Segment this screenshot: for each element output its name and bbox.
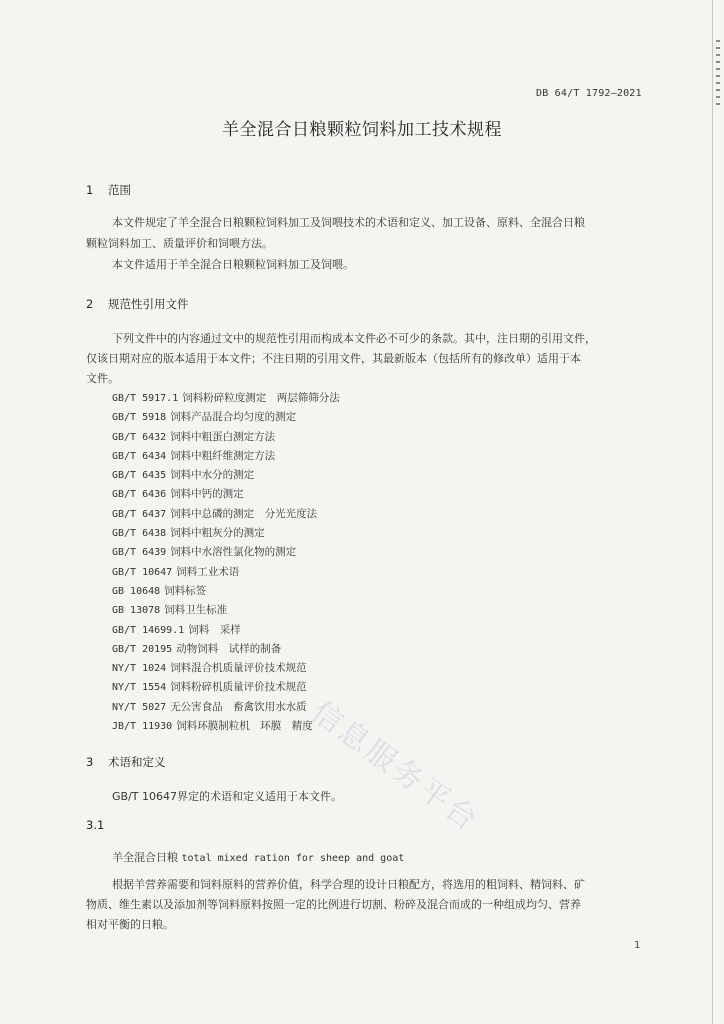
reference-code: GB/T 10647 <box>112 566 173 578</box>
reference-item <box>112 505 340 524</box>
reference-code: GB/T 6434 <box>112 450 167 462</box>
section-2-intro-line-1: 下列文件中的内容通过文中的规范性引用而构成本文件必不可少的条款。其中，注日期的引用文件， <box>112 332 596 345</box>
reference-code: GB/T 20195 <box>112 643 173 655</box>
subsection-3-1-number: 3.1 <box>86 818 105 832</box>
section-number: 2 <box>86 297 94 311</box>
section-2-intro-line-2: 仅该日期对应的版本适用于本文件；不注日期的引用文件，其最新版本（包括所有的修改单）适用于本 <box>86 352 581 365</box>
reference-item <box>112 582 340 601</box>
term-chinese: 羊全混合日粮 <box>112 851 178 864</box>
section-title: 规范性引用文件 <box>108 297 189 311</box>
reference-title: 饲料环膜制粒机 环膜 精度 <box>176 720 313 733</box>
reference-title: 饲料中钙的测定 <box>170 488 244 501</box>
reference-title: 动物饲料 试样的制备 <box>176 642 282 655</box>
reference-item <box>112 678 340 697</box>
reference-item <box>112 428 340 447</box>
scan-edge-line <box>712 0 713 1024</box>
document-title: 羊全混合日粮颗粒饲料加工技术规程 <box>222 120 502 140</box>
term-english: total mixed ration for sheep and goat <box>181 853 405 864</box>
reference-title: 饲料中水溶性氯化物的测定 <box>170 546 297 559</box>
reference-code: NY/T 1554 <box>112 682 167 694</box>
term-definition-line-2: 物质、维生素以及添加剂等饲料原料按照一定的比例进行切割、粉碎及混合而成的一种组成均匀、营养 <box>86 898 581 911</box>
term-definition-line-3: 相对平衡的日粮。 <box>86 918 174 931</box>
watermark: 信息服务平台 <box>304 694 486 840</box>
reference-code: NY/T 1024 <box>112 663 167 675</box>
reference-item <box>112 543 340 562</box>
term-definition-line-1: 根据羊营养需要和饲料原料的营养价值，科学合理的设计日粮配方，将选用的粗饲料、精饲料、矿 <box>112 878 585 891</box>
term-entry <box>112 847 404 869</box>
reference-item <box>112 563 340 582</box>
reference-code: JB/T 11930 <box>112 721 173 733</box>
reference-item <box>112 640 340 659</box>
reference-code: GB/T 6432 <box>112 431 167 443</box>
reference-title: 饲料混合机质量评价技术规范 <box>170 662 307 675</box>
section-2-heading <box>86 296 189 312</box>
reference-code: GB/T 6435 <box>112 470 167 482</box>
section-2-intro-line-3: 文件。 <box>86 372 119 385</box>
reference-title: 饲料中粗蛋白测定方法 <box>170 430 276 443</box>
reference-item <box>112 659 340 678</box>
reference-item <box>112 408 340 427</box>
reference-title: 饲料中粗灰分的测定 <box>170 527 265 540</box>
reference-item <box>112 389 340 408</box>
reference-code: GB/T 5918 <box>112 412 167 424</box>
reference-code: GB/T 14699.1 <box>112 624 185 636</box>
reference-title: 饲料中粗纤维测定方法 <box>170 449 276 462</box>
reference-title: 饲料工业术语 <box>176 565 240 578</box>
reference-item <box>112 466 340 485</box>
reference-code: GB 13078 <box>112 605 161 617</box>
section-1-para-1-line-2: 颗粒饲料加工、质量评价和饲喂方法。 <box>86 237 273 250</box>
reference-code: GB/T 6437 <box>112 508 167 520</box>
reference-code: GB/T 6436 <box>112 489 167 501</box>
reference-title: 饲料 采样 <box>188 623 241 636</box>
section-1-heading <box>86 182 131 198</box>
reference-title: 饲料中水分的测定 <box>170 469 255 482</box>
reference-title: 饲料卫生标准 <box>164 604 228 617</box>
reference-item <box>112 524 340 543</box>
section-1-para-2: 本文件适用于羊全混合日粮颗粒饲料加工及饲喂。 <box>112 258 354 271</box>
reference-code: GB/T 5917.1 <box>112 393 179 404</box>
reference-title: 饲料粉碎粒度测定 两层筛筛分法 <box>182 392 340 404</box>
reference-code: NY/T 5027 <box>112 701 167 713</box>
reference-title: 饲料产品混合均匀度的测定 <box>170 411 297 424</box>
reference-item <box>112 447 340 466</box>
reference-title: 饲料粉碎机质量评价技术规范 <box>170 681 307 694</box>
document-code: DB 64/T 1792—2021 <box>536 88 642 99</box>
reference-title: 饲料标签 <box>164 584 207 597</box>
reference-code: GB/T 6439 <box>112 547 167 559</box>
page-number: 1 <box>634 940 641 951</box>
section-number: 3 <box>86 755 94 769</box>
section-title: 术语和定义 <box>108 755 166 769</box>
scan-edge-marks <box>716 40 720 110</box>
normative-references-list <box>112 389 340 736</box>
section-number: 1 <box>86 183 94 197</box>
section-1-para-1-line-1: 本文件规定了羊全混合日粮颗粒饲料加工及饲喂技术的术语和定义、加工设备、原料、全混合日粮 <box>112 216 585 229</box>
reference-item <box>112 621 340 640</box>
reference-code: GB 10648 <box>112 585 161 597</box>
reference-code: GB/T 6438 <box>112 528 167 540</box>
reference-title: 饲料中总磷的测定 分光光度法 <box>170 507 318 520</box>
reference-item <box>112 601 340 620</box>
section-3-heading <box>86 754 166 770</box>
reference-item <box>112 485 340 504</box>
reference-item <box>112 698 340 717</box>
reference-title: 无公害食品 畜禽饮用水水质 <box>170 700 307 713</box>
section-title: 范围 <box>108 183 131 197</box>
section-3-para: GB/T 10647界定的术语和定义适用于本文件。 <box>112 790 342 803</box>
